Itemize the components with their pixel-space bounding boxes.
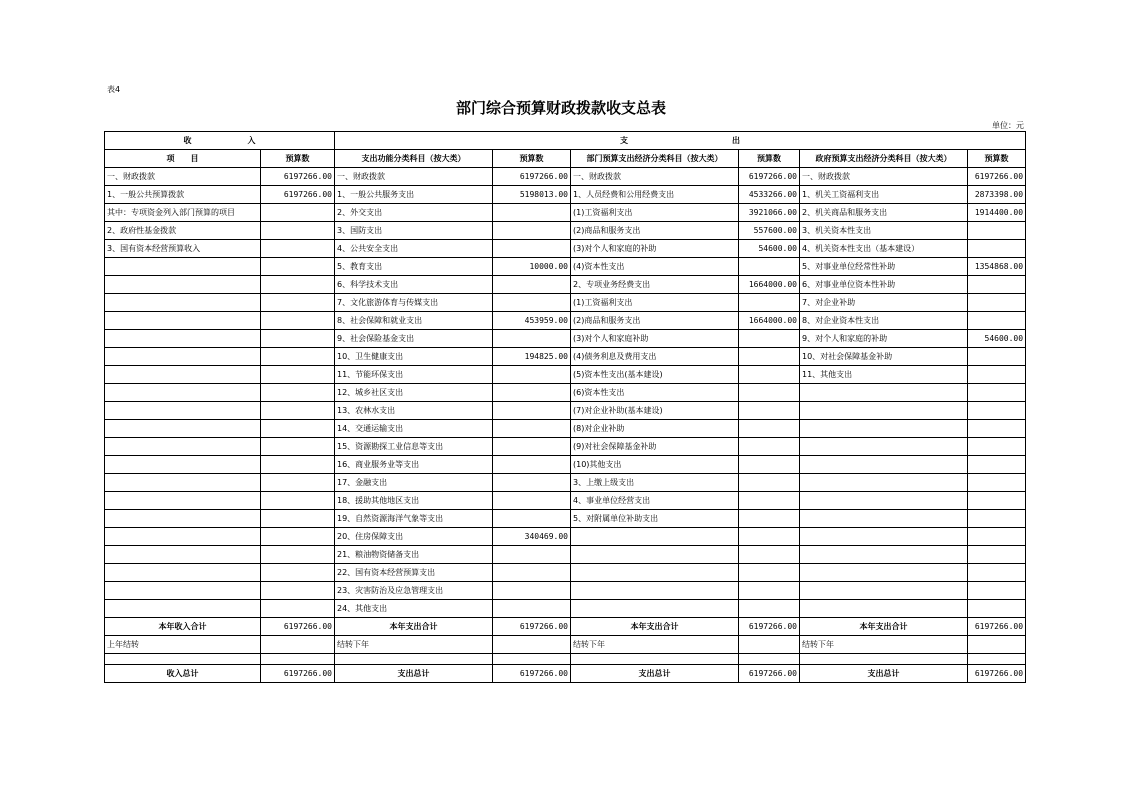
carry-label: 结转下年 [335, 636, 493, 654]
income-budget-cell [261, 528, 335, 546]
gov-item-cell: 8、对企业资本性支出 [800, 312, 968, 330]
income-item-cell [105, 276, 261, 294]
grand-total-value: 6197266.00 [261, 665, 335, 683]
gov-budget-cell [968, 510, 1026, 528]
table-row [105, 492, 1026, 510]
dept-item-cell: 1、人员经费和公用经费支出 [571, 186, 739, 204]
gov-budget-cell [968, 492, 1026, 510]
carry-label: 结转下年 [800, 636, 968, 654]
dept-item-cell: (3)对个人和家庭补助 [571, 330, 739, 348]
func-budget-cell [493, 330, 571, 348]
income-budget-cell [261, 366, 335, 384]
dept-item-cell: (1)工资福利支出 [571, 294, 739, 312]
table-row [105, 276, 1026, 294]
gov-item-cell: 9、对个人和家庭的补助 [800, 330, 968, 348]
dept-item-cell: (5)资本性支出(基本建设) [571, 366, 739, 384]
carry-label: 上年结转 [105, 636, 261, 654]
dept-budget-cell [739, 348, 800, 366]
dept-budget-cell [739, 456, 800, 474]
carry-label: 结转下年 [571, 636, 739, 654]
gov-item-cell [800, 474, 968, 492]
func-item-cell: 3、国防支出 [335, 222, 493, 240]
spacer-cell [571, 654, 739, 665]
dept-item-cell [571, 582, 739, 600]
table-row [105, 384, 1026, 402]
gov-item-cell [800, 384, 968, 402]
grand-total-value: 6197266.00 [493, 665, 571, 683]
income-item-cell [105, 510, 261, 528]
func-budget-cell [493, 276, 571, 294]
func-budget-cell: 340469.00 [493, 528, 571, 546]
grand-total-label: 收入总计 [105, 665, 261, 683]
func-item-cell: 13、农林水支出 [335, 402, 493, 420]
unit-label: 单位：元 [992, 121, 1024, 130]
dept-item-cell [571, 600, 739, 618]
gov-budget-cell [968, 564, 1026, 582]
dept-item-cell: 一、财政拨款 [571, 168, 739, 186]
gov-budget-cell [968, 384, 1026, 402]
func-item-cell: 18、援助其他地区支出 [335, 492, 493, 510]
income-item-cell [105, 312, 261, 330]
func-budget-cell [493, 384, 571, 402]
income-item-cell [105, 564, 261, 582]
income-budget-cell [261, 582, 335, 600]
income-budget-cell [261, 222, 335, 240]
gov-budget-cell [968, 222, 1026, 240]
dept-item-cell: (1)工资福利支出 [571, 204, 739, 222]
total-label: 本年支出合计 [800, 618, 968, 636]
table-row [105, 294, 1026, 312]
grand-total-row [105, 665, 1026, 683]
gov-item-cell [800, 438, 968, 456]
income-budget-cell [261, 546, 335, 564]
header-gov-econ: 政府预算支出经济分类科目（按大类） [800, 150, 968, 168]
func-item-cell: 8、社会保障和就业支出 [335, 312, 493, 330]
func-budget-cell [493, 600, 571, 618]
spacer-cell [968, 654, 1026, 665]
dept-budget-cell: 4533266.00 [739, 186, 800, 204]
income-item-cell: 2、政府性基金拨款 [105, 222, 261, 240]
income-budget-cell [261, 330, 335, 348]
func-budget-cell [493, 420, 571, 438]
table-row [105, 582, 1026, 600]
income-budget-cell [261, 492, 335, 510]
income-item-cell [105, 528, 261, 546]
func-budget-cell [493, 366, 571, 384]
table-row [105, 528, 1026, 546]
table-row [105, 600, 1026, 618]
dept-item-cell: (10)其他支出 [571, 456, 739, 474]
dept-budget-cell: 557600.00 [739, 222, 800, 240]
total-label: 本年支出合计 [571, 618, 739, 636]
income-budget-cell [261, 312, 335, 330]
dept-item-cell [571, 564, 739, 582]
func-item-cell: 7、文化旅游体育与传媒支出 [335, 294, 493, 312]
spacer-cell [493, 654, 571, 665]
header-budget: 预算数 [493, 150, 571, 168]
income-item-cell [105, 366, 261, 384]
income-item-cell: 3、国有资本经营预算收入 [105, 240, 261, 258]
grand-total-value: 6197266.00 [968, 665, 1026, 683]
func-budget-cell [493, 474, 571, 492]
table-row [105, 240, 1026, 258]
gov-item-cell: 3、机关资本性支出 [800, 222, 968, 240]
func-budget-cell [493, 438, 571, 456]
func-budget-cell [493, 456, 571, 474]
table-row [105, 456, 1026, 474]
dept-item-cell: (4)债务利息及费用支出 [571, 348, 739, 366]
func-item-cell: 2、外交支出 [335, 204, 493, 222]
gov-item-cell: 7、对企业补助 [800, 294, 968, 312]
gov-item-cell [800, 564, 968, 582]
income-budget-cell [261, 456, 335, 474]
dept-item-cell: (2)商品和服务支出 [571, 312, 739, 330]
header-budget: 预算数 [968, 150, 1026, 168]
income-budget-cell [261, 438, 335, 456]
func-budget-cell: 5198013.00 [493, 186, 571, 204]
dept-budget-cell: 6197266.00 [739, 168, 800, 186]
gov-item-cell: 4、机关资本性支出（基本建设） [800, 240, 968, 258]
income-budget-cell [261, 510, 335, 528]
income-item-cell [105, 420, 261, 438]
gov-item-cell [800, 600, 968, 618]
dept-budget-cell [739, 258, 800, 276]
dept-budget-cell [739, 366, 800, 384]
gov-budget-cell [968, 402, 1026, 420]
income-item-cell [105, 348, 261, 366]
income-budget-cell [261, 294, 335, 312]
dept-budget-cell [739, 420, 800, 438]
income-item-cell: 一、财政拨款 [105, 168, 261, 186]
dept-item-cell: (4)资本性支出 [571, 258, 739, 276]
table-id: 表4 [107, 85, 121, 94]
income-item-cell [105, 258, 261, 276]
func-item-cell: 4、公共安全支出 [335, 240, 493, 258]
func-budget-cell: 194825.00 [493, 348, 571, 366]
header-item: 项 目 [105, 150, 261, 168]
table-row [105, 186, 1026, 204]
gov-budget-cell: 6197266.00 [968, 168, 1026, 186]
spacer-cell [335, 654, 493, 665]
total-value: 6197266.00 [968, 618, 1026, 636]
table-row [105, 402, 1026, 420]
table-row [105, 474, 1026, 492]
income-budget-cell [261, 258, 335, 276]
func-budget-cell [493, 240, 571, 258]
gov-item-cell: 6、对事业单位资本性补助 [800, 276, 968, 294]
gov-budget-cell: 1914400.00 [968, 204, 1026, 222]
group-header-row [105, 132, 1026, 150]
carry-value [493, 636, 571, 654]
budget-table [104, 131, 1026, 683]
func-budget-cell: 10000.00 [493, 258, 571, 276]
grand-total-value: 6197266.00 [739, 665, 800, 683]
total-label: 本年收入合计 [105, 618, 261, 636]
gov-item-cell [800, 528, 968, 546]
gov-budget-cell [968, 528, 1026, 546]
gov-budget-cell [968, 312, 1026, 330]
func-item-cell: 一、财政拨款 [335, 168, 493, 186]
total-value: 6197266.00 [739, 618, 800, 636]
page-title: 部门综合预算财政拨款收支总表 [455, 99, 666, 117]
income-budget-cell [261, 564, 335, 582]
dept-budget-cell [739, 564, 800, 582]
dept-item-cell: (9)对社会保障基金补助 [571, 438, 739, 456]
spacer-cell [105, 654, 261, 665]
gov-item-cell [800, 456, 968, 474]
income-item-cell [105, 384, 261, 402]
income-item-cell [105, 438, 261, 456]
dept-budget-cell [739, 492, 800, 510]
carry-value [261, 636, 335, 654]
func-item-cell: 16、商业服务业等支出 [335, 456, 493, 474]
gov-item-cell [800, 420, 968, 438]
gov-item-cell: 10、对社会保障基金补助 [800, 348, 968, 366]
gov-budget-cell: 2873398.00 [968, 186, 1026, 204]
table-row [105, 420, 1026, 438]
gov-budget-cell [968, 456, 1026, 474]
income-item-cell: 其中：专项资金列入部门预算的项目 [105, 204, 261, 222]
dept-budget-cell: 3921066.00 [739, 204, 800, 222]
func-item-cell: 15、资源勘探工业信息等支出 [335, 438, 493, 456]
total-value: 6197266.00 [261, 618, 335, 636]
spacer-cell [739, 654, 800, 665]
gov-item-cell: 5、对事业单位经常性补助 [800, 258, 968, 276]
func-item-cell: 17、金融支出 [335, 474, 493, 492]
header-dept-econ: 部门预算支出经济分类科目（按大类） [571, 150, 739, 168]
carry-value [739, 636, 800, 654]
gov-budget-cell [968, 582, 1026, 600]
carry-row [105, 636, 1026, 654]
dept-budget-cell [739, 600, 800, 618]
func-budget-cell [493, 492, 571, 510]
spacer-cell [261, 654, 335, 665]
gov-budget-cell [968, 420, 1026, 438]
income-item-cell [105, 330, 261, 348]
func-item-cell: 9、社会保险基金支出 [335, 330, 493, 348]
func-item-cell: 19、自然资源海洋气象等支出 [335, 510, 493, 528]
func-budget-cell [493, 546, 571, 564]
gov-item-cell: 一、财政拨款 [800, 168, 968, 186]
func-item-cell: 6、科学技术支出 [335, 276, 493, 294]
income-budget-cell [261, 402, 335, 420]
func-budget-cell [493, 582, 571, 600]
income-budget-cell [261, 348, 335, 366]
dept-item-cell: (3)对个人和家庭的补助 [571, 240, 739, 258]
dept-item-cell: 3、上缴上级支出 [571, 474, 739, 492]
dept-budget-cell [739, 294, 800, 312]
dept-item-cell: (6)资本性支出 [571, 384, 739, 402]
table-row [105, 546, 1026, 564]
table-row [105, 168, 1026, 186]
grand-total-label: 支出总计 [335, 665, 493, 683]
table-row [105, 204, 1026, 222]
header-budget: 预算数 [261, 150, 335, 168]
dept-budget-cell [739, 402, 800, 420]
income-item-cell [105, 474, 261, 492]
func-item-cell: 22、国有资本经营预算支出 [335, 564, 493, 582]
func-item-cell: 12、城乡社区支出 [335, 384, 493, 402]
gov-budget-cell [968, 438, 1026, 456]
income-item-cell [105, 600, 261, 618]
table-row [105, 222, 1026, 240]
income-item-cell [105, 402, 261, 420]
func-item-cell: 10、卫生健康支出 [335, 348, 493, 366]
func-item-cell: 5、教育支出 [335, 258, 493, 276]
table-row [105, 438, 1026, 456]
income-budget-cell [261, 276, 335, 294]
dept-budget-cell [739, 546, 800, 564]
func-budget-cell [493, 294, 571, 312]
func-budget-cell [493, 564, 571, 582]
gov-item-cell: 1、机关工资福利支出 [800, 186, 968, 204]
dept-budget-cell [739, 582, 800, 600]
func-budget-cell [493, 510, 571, 528]
dept-budget-cell [739, 474, 800, 492]
dept-budget-cell: 54600.00 [739, 240, 800, 258]
dept-item-cell: (8)对企业补助 [571, 420, 739, 438]
dept-item-cell: 4、事业单位经营支出 [571, 492, 739, 510]
dept-item-cell [571, 528, 739, 546]
dept-budget-cell [739, 438, 800, 456]
carry-value [968, 636, 1026, 654]
func-budget-cell [493, 402, 571, 420]
income-budget-cell [261, 384, 335, 402]
table-row [105, 564, 1026, 582]
income-budget-cell [261, 240, 335, 258]
gov-budget-cell [968, 474, 1026, 492]
dept-budget-cell [739, 510, 800, 528]
total-value: 6197266.00 [493, 618, 571, 636]
table-row [105, 510, 1026, 528]
gov-budget-cell [968, 240, 1026, 258]
grand-total-label: 支出总计 [571, 665, 739, 683]
income-budget-cell: 6197266.00 [261, 186, 335, 204]
gov-item-cell [800, 492, 968, 510]
func-budget-cell [493, 222, 571, 240]
income-item-cell [105, 456, 261, 474]
dept-budget-cell [739, 330, 800, 348]
func-item-cell: 20、住房保障支出 [335, 528, 493, 546]
income-group-header: 收 入 [105, 132, 335, 150]
income-budget-cell: 6197266.00 [261, 168, 335, 186]
grand-total-label: 支出总计 [800, 665, 968, 683]
year-total-row [105, 618, 1026, 636]
header-func: 支出功能分类科目（按大类） [335, 150, 493, 168]
income-item-cell [105, 294, 261, 312]
dept-item-cell: (7)对企业补助(基本建设) [571, 402, 739, 420]
income-budget-cell [261, 420, 335, 438]
dept-item-cell: 2、专项业务经费支出 [571, 276, 739, 294]
func-budget-cell: 6197266.00 [493, 168, 571, 186]
gov-budget-cell [968, 348, 1026, 366]
dept-budget-cell [739, 384, 800, 402]
dept-item-cell [571, 546, 739, 564]
total-label: 本年支出合计 [335, 618, 493, 636]
func-budget-cell [493, 204, 571, 222]
func-budget-cell: 453959.00 [493, 312, 571, 330]
func-item-cell: 1、一般公共服务支出 [335, 186, 493, 204]
income-item-cell: 1、一般公共预算拨款 [105, 186, 261, 204]
func-item-cell: 11、节能环保支出 [335, 366, 493, 384]
dept-budget-cell [739, 528, 800, 546]
gov-budget-cell [968, 366, 1026, 384]
income-item-cell [105, 582, 261, 600]
header-budget: 预算数 [739, 150, 800, 168]
gov-item-cell [800, 402, 968, 420]
dept-budget-cell: 1664000.00 [739, 276, 800, 294]
table-row [105, 258, 1026, 276]
gov-item-cell: 2、机关商品和服务支出 [800, 204, 968, 222]
func-item-cell: 24、其他支出 [335, 600, 493, 618]
table-row [105, 366, 1026, 384]
gov-item-cell [800, 546, 968, 564]
gov-item-cell: 11、其他支出 [800, 366, 968, 384]
spacer-row [105, 654, 1026, 665]
func-item-cell: 21、粮油物资储备支出 [335, 546, 493, 564]
func-item-cell: 23、灾害防治及应急管理支出 [335, 582, 493, 600]
gov-budget-cell [968, 600, 1026, 618]
dept-budget-cell: 1664000.00 [739, 312, 800, 330]
table-row [105, 312, 1026, 330]
gov-item-cell [800, 510, 968, 528]
income-budget-cell [261, 600, 335, 618]
dept-item-cell: 5、对附属单位补助支出 [571, 510, 739, 528]
func-item-cell: 14、交通运输支出 [335, 420, 493, 438]
income-budget-cell [261, 474, 335, 492]
dept-item-cell: (2)商品和服务支出 [571, 222, 739, 240]
gov-item-cell [800, 582, 968, 600]
income-budget-cell [261, 204, 335, 222]
gov-budget-cell [968, 276, 1026, 294]
gov-budget-cell [968, 294, 1026, 312]
expense-group-header: 支 出 [335, 132, 1026, 150]
spacer-cell [800, 654, 968, 665]
gov-budget-cell [968, 546, 1026, 564]
column-header-row [105, 150, 1026, 168]
table-body [105, 168, 1026, 618]
gov-budget-cell: 1354868.00 [968, 258, 1026, 276]
income-item-cell [105, 546, 261, 564]
table-row [105, 348, 1026, 366]
table-row [105, 330, 1026, 348]
income-item-cell [105, 492, 261, 510]
gov-budget-cell: 54600.00 [968, 330, 1026, 348]
